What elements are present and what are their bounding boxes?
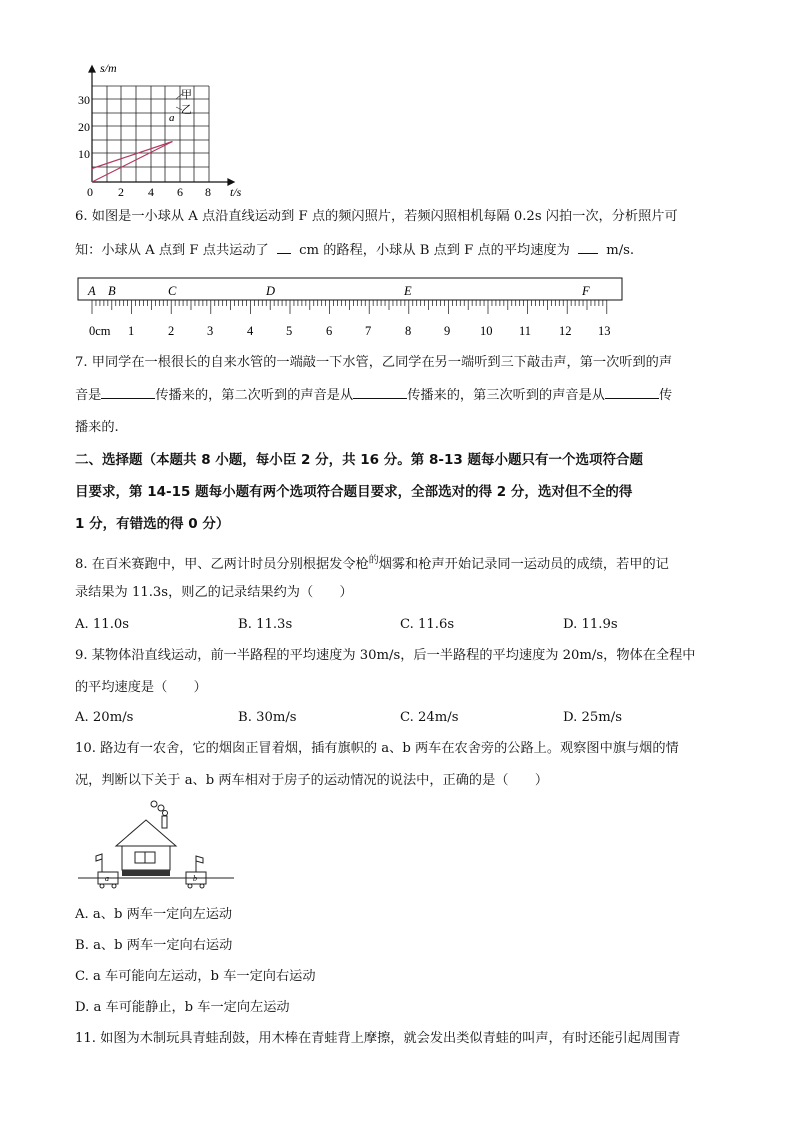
q8-option-a[interactable]: A. 11.0s [75,617,130,632]
ruler-figure [76,276,630,342]
x-tick-8: 8 [205,185,211,198]
tick-label-2: 2 [168,324,175,338]
q11-line1: 11. 如图为木制玩具青蛙刮鼓，用木棒在青蛙背上摩擦，就会发出类似青蛙的叫声，有时还能引起周围青 [75,1031,681,1046]
chimney [162,816,167,828]
q7-line2-b: 传播来的，第二次听到的声音是从 [155,388,354,403]
house-wall [122,846,170,870]
y-axis-label: s/m [100,61,117,75]
q9-option-a[interactable]: A. 20m/s [75,710,134,725]
q6-line2-a: 知：小球从 A 点到 F 点共运动了 [75,243,269,258]
q8-line1 [75,552,669,574]
q6-line1: 6. 如图是一小球从 A 点沿直线运动到 F 点的频闪照片，若频闪照相机每隔 0.2s 闪拍一次，分析照片可 [75,209,678,224]
y-tick-20: 20 [78,120,90,134]
ruler-ticks [92,300,607,314]
tick-label-4: 4 [247,324,254,338]
smoke-puff-2 [158,805,164,811]
s-t-graph [78,58,253,198]
point-b: B [108,284,116,298]
x-tick-6: 6 [177,185,183,198]
tick-label-1: 1 [128,324,135,338]
flag-a [96,854,102,861]
q7-blank-2[interactable] [353,386,407,399]
q6-blank-2[interactable] [578,241,598,254]
tick-label-11: 11 [519,324,532,338]
q10-option-d[interactable]: D. a 车可能静止，b 车一定向左运动 [75,1000,290,1015]
q9-option-d[interactable]: D. 25m/s [563,710,622,725]
tick-label-3: 3 [207,324,214,338]
car-b-label: b [193,874,197,883]
tick-label-8: 8 [405,324,412,338]
q7-line2 [75,386,672,405]
line-yi-label: 乙 [181,104,192,116]
q8-line1-b: 烟雾和枪声开始记录同一运动员的成绩，若甲的记 [378,557,669,572]
intersection-label: a [169,112,175,124]
smoke-puff-1 [151,801,157,807]
q9-line2: 的平均速度是（ ） [75,680,207,695]
q7-line2-c: 传播来的，第三次听到的声音是从 [407,388,605,403]
x-tick-4: 4 [148,185,154,198]
section2-line3: 1 分，有错选的得 0 分） [75,516,230,532]
q9-option-b[interactable]: B. 30m/s [238,710,297,725]
point-e: E [404,284,412,298]
q10-line1: 10. 路边有一农舍，它的烟囱正冒着烟，插有旗帜的 a、b 两车在农舍旁的公路上。观察图中旗与烟的情 [75,741,679,756]
q8-option-c[interactable]: C. 11.6s [400,617,455,632]
tick-label-10: 10 [480,324,493,338]
q8-option-d[interactable]: D. 11.9s [563,617,618,632]
q8-line1-a: 8. 在百米赛跑中，甲、乙两计时员分别根据发令枪 [75,557,369,572]
point-f: F [582,284,590,298]
point-d: D [266,284,276,298]
smoke-puff-3 [163,811,168,816]
line-jia [92,142,172,183]
q8-line1-sup: 的 [368,555,379,566]
q9-line1: 9. 某物体沿直线运动，前一半路程的平均速度为 30m/s，后一半路程的平均速度为 20m/s，物体在全程中 [75,648,696,663]
q8-option-b[interactable]: B. 11.3s [238,617,293,632]
x-tick-2: 2 [118,185,124,198]
line-yi [92,142,172,169]
q6-blank-1[interactable] [277,241,291,254]
y-tick-10: 10 [78,147,90,161]
q8-line2: 录结果为 11.3s，则乙的记录结果约为（ ） [75,585,353,600]
point-a: A [88,284,96,298]
tick-label-5: 5 [286,324,293,338]
q10-option-a[interactable]: A. a、b 两车一定向左运动 [75,907,233,922]
q7-line2-a: 音是 [75,388,102,403]
y-tick-30: 30 [78,93,90,107]
q7-blank-3[interactable] [605,386,659,399]
flag-b [196,856,203,863]
tick-label-9: 9 [444,324,451,338]
q6-line2-b: cm 的路程，小球从 B 点到 F 点的平均速度为 [299,243,570,258]
tick-label-6: 6 [326,324,333,338]
section2-line1: 二、选择题（本题共 8 小题，每小臣 2 分，共 16 分。第 8-13 题每小题只有一个选项符合题 [75,452,643,468]
point-c: C [168,284,177,298]
photo-strip [78,278,622,300]
q10-option-b[interactable]: B. a、b 两车一定向右运动 [75,938,233,953]
q6-line2 [75,241,634,260]
x-tick-0: 0 [87,185,93,198]
tick-label-7: 7 [365,324,372,338]
house-base [122,870,170,876]
q6-line2-c: m/s. [606,243,635,258]
q7-line1: 7. 甲同学在一根很长的自来水管的一端敲一下水管，乙同学在另一端听到三下敲击声，第一次听到的声 [75,355,673,370]
q7-line2-d: 传 [659,388,673,403]
car-a-label: a [105,874,109,883]
tick-label-12: 12 [559,324,572,338]
tick-label-13: 13 [598,324,611,338]
farmhouse-figure [76,800,236,895]
q7-line3: 播来的. [75,420,119,435]
line-jia-label: 甲 [181,89,192,101]
q7-blank-1[interactable] [101,386,155,399]
section2-line2: 目要求，第 14-15 题每小题有两个选项符合题目要求，全部选对的得 2 分，选对但不全的得 [75,484,633,500]
q9-option-c[interactable]: C. 24m/s [400,710,459,725]
q10-line2: 况，判断以下关于 a、b 两车相对于房子的运动情况的说法中，正确的是（ ） [75,773,549,788]
x-axis-label: t/s [230,185,242,198]
tick-label-0: 0cm [89,324,111,338]
q10-option-c[interactable]: C. a 车可能向左运动，b 车一定向右运动 [75,969,316,984]
